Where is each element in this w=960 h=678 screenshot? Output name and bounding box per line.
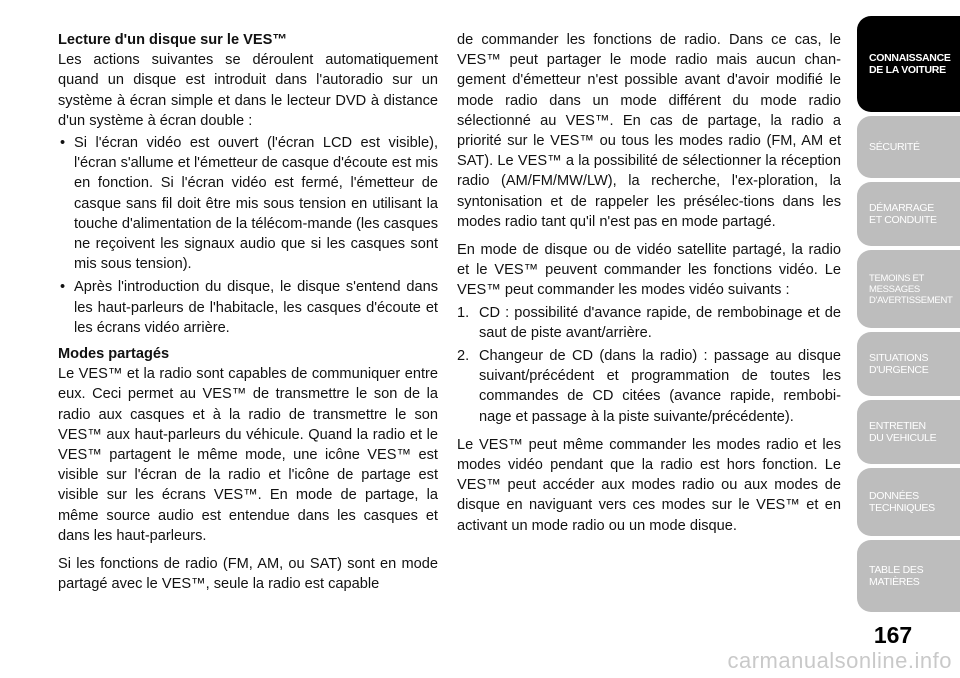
list-item-text: Après l'introduction du disque, le disque s'entend dans les haut-parleurs de l'habitacle, les casques d'écoute et les écrans vidéo arrière. (74, 279, 438, 336)
paragraph: Le VES™ peut même commander les modes radio et les modes vidéo pendant que la radio est hors fonction. Le VES™ peut accéder aux modes radio ou aux modes de disque en naviguant vers ces modes sur le VES™ et en activant un mode radio ou un mode disque. (457, 436, 841, 534)
heading-shared-modes: Modes partagés (58, 346, 170, 363)
page-number: 167 (873, 622, 913, 648)
right-column (457, 30, 841, 536)
tab-label: ENTRETIEN DU VEHICULE (869, 419, 937, 444)
paragraph: Les actions suivantes se déroulent automatiquement quand un disque est introduit dans l'autoradio sur un système à écran simple et dans le lecteur DVD à distance d'un système à écran double : (58, 52, 438, 129)
left-column (58, 30, 438, 594)
list-item-text: Changeur de CD (dans la radio) : passage au disque suivant/précédent et programmation de toutes les commandes de CD citées (avance rapide, rembobi-nage et passage à la piste suivante/précédente). (479, 348, 841, 425)
tab-entretien-vehicule[interactable] (857, 400, 960, 464)
watermark: carmanualsonline.info (727, 648, 952, 673)
list-item (457, 303, 841, 343)
tab-connaissance-voiture[interactable] (857, 16, 960, 112)
tab-label: SITUATIONS D'URGENCE (869, 351, 929, 376)
tab-label: CONNAISSANCE DE LA VOITURE (869, 51, 951, 76)
paragraph: En mode de disque ou de vidéo satellite partagé, la radio et le VES™ peuvent commander les fonctions vidéo. Le VES™ peut commander les modes vidéo suivants : (457, 242, 841, 299)
numbered-list (457, 303, 841, 427)
tab-label: DONNÉES TECHNIQUES (869, 489, 935, 514)
bullet-list (58, 133, 438, 338)
tab-donnees-techniques[interactable] (857, 468, 960, 536)
list-item-text: Si l'écran vidéo est ouvert (l'écran LCD est visible), l'écran s'allume et l'émetteur de casque d'écoute est mis en fonction. Si l'écran vidéo est fermé, l'émetteur de casque sans fil doit être mis sous tension en utilisant la touche d'alimentation de la télécom-mande (les casques ne reçoivent les signaux audio que si les casques sont mis sous tension). (74, 135, 439, 273)
list-item-text: CD : possibilité d'avance rapide, de rembobinage et de saut de piste avant/arrière. (479, 304, 841, 341)
tab-securite[interactable] (857, 116, 960, 178)
bullet-marker: • (60, 135, 66, 152)
tab-situations-urgence[interactable] (857, 332, 960, 396)
tab-label: DÉMARRAGE ET CONDUITE (869, 201, 937, 226)
list-number: 2. (457, 348, 470, 365)
list-item (457, 346, 841, 427)
tab-label: TABLE DES MATIÈRES (869, 563, 924, 588)
list-number: 1. (457, 304, 470, 321)
tab-demarrage-conduite[interactable] (857, 182, 960, 246)
paragraph: de commander les fonctions de radio. Dans ce cas, le VES™ peut partager le mode radio mais aucun chan-gement d'émetteur n'est possible avant d'avoir modifié le mode radio dans un mode différent du mode radio sélectionné au VES™. En cas de partage, la radio a priorité sur le VES™ ou tous les modes radio (FM, AM et SAT). Le VES™ a la possibilité de sélectionner la réception radio (AM/FM/MW/LW), la recherche, l'ex-ploration, la syntonisation et de rappeler les présélec-tions dans les modes radio tant qu'il n'est pas en mode partagé. (457, 32, 841, 230)
list-item (58, 277, 438, 338)
list-item (58, 133, 438, 274)
chapter-sidebar (857, 0, 960, 678)
paragraph: Si les fonctions de radio (FM, AM, ou SAT) sont en mode partagé avec le VES™, seule la radio est capable (58, 556, 438, 593)
tab-label: TEMOINS ET MESSAGES D'AVERTISSEMENT (869, 272, 953, 306)
heading-disc-playback: Lecture d'un disque sur le VES™ (58, 32, 287, 48)
tab-label: SÉCURITÉ (869, 140, 920, 153)
paragraph: Le VES™ et la radio sont capables de communiquer entre eux. Ceci permet au VES™ de transmettre le son de la radio aux casques et à la radio de transmettre le son VES™ aux haut-parleurs du véhicule. Quand la radio et le VES™ partagent le même mode, une icône VES™ est visible sur l'écran de la radio et l'icône de partage est visible sur les écrans VES™. En mode de partage, la même source audio est entendue dans les casques et dans les haut-parleurs. (58, 366, 438, 544)
bullet-marker: • (60, 279, 66, 296)
tab-temoins-messages[interactable] (857, 250, 960, 328)
tab-table-matieres[interactable] (857, 540, 960, 612)
